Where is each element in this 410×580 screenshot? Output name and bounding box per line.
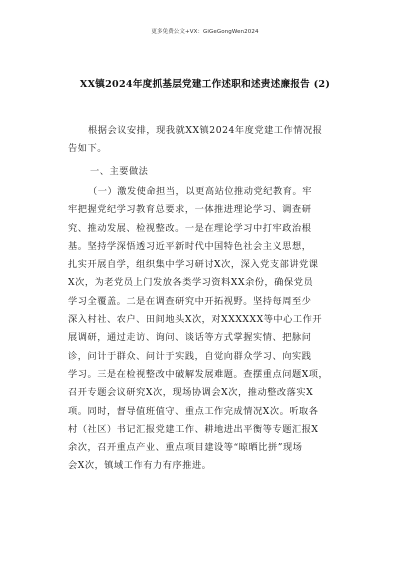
paragraph-line: 基。坚持学深悟透习近平新时代中国特色社会主义思想， — [68, 240, 312, 252]
paragraph-line: 项。同时，督导值班值守、重点工作完成情况X次。听取各 — [68, 405, 319, 417]
paragraph-line: 学习全覆盖。二是在调查研究中开拓视野。坚持每周至少 — [68, 295, 312, 307]
paragraph-line: 会X次，镇域工作有力有序推进。 — [68, 460, 212, 472]
paragraph-line: 学习。三是在检视整改中破解发展难题。查摆重点问题X项， — [68, 368, 329, 380]
paragraph-line: 深入村社、农户、田间地头X次，对XXXXXX等中心工作开 — [68, 314, 323, 326]
intro-line: 告如下。 — [68, 143, 107, 155]
paragraph-line: X次，为老党员上门发放各类学习资料XX余份，确保党员 — [68, 277, 314, 289]
paragraph-line: 村（社区）书记汇报党建工作、耕地进出平衡等专题汇报X — [68, 423, 319, 435]
paragraph-line: 展调研，通过走访、询问、谈话等方式掌握实情、把脉问 — [68, 332, 312, 344]
document-title: XX镇2024年度抓基层党建工作述职和述责述廉报告 (2) — [79, 79, 331, 90]
paragraph-line: 召开专题会议研究X次，现场协调会X次，推动整改落实X — [68, 387, 314, 399]
paragraph-line: 诊，问计于群众、问计于实践，自觉向群众学习、向实践 — [68, 350, 312, 362]
paragraph-line: 牢把握党纪学习教育总要求，一体推进理论学习、调查研 — [68, 204, 312, 216]
intro-line: 根据会议安排，现我就XX镇2024年度党建工作情况报 — [88, 125, 323, 136]
paragraph-line: （一）激发使命担当，以更高站位推动党纪教育。牢 — [88, 186, 312, 197]
section-heading: 一、主要做法 — [90, 166, 149, 177]
paragraph-line: 扎实开展自学，组织集中学习研讨X次，深入党支部讲党课 — [68, 259, 319, 271]
paragraph-line: 余次，召开重点产业、重点项目建设等“晾晒比拼”现场 — [68, 442, 303, 454]
body-paragraph — [68, 183, 360, 476]
paragraph-line: 究、推动发展、检视整改。一是在理论学习中打牢政治根 — [68, 222, 312, 234]
intro-paragraph — [68, 122, 360, 159]
header-note: 更多免费公文+VX：GiGeGongWen2024 — [151, 29, 259, 35]
